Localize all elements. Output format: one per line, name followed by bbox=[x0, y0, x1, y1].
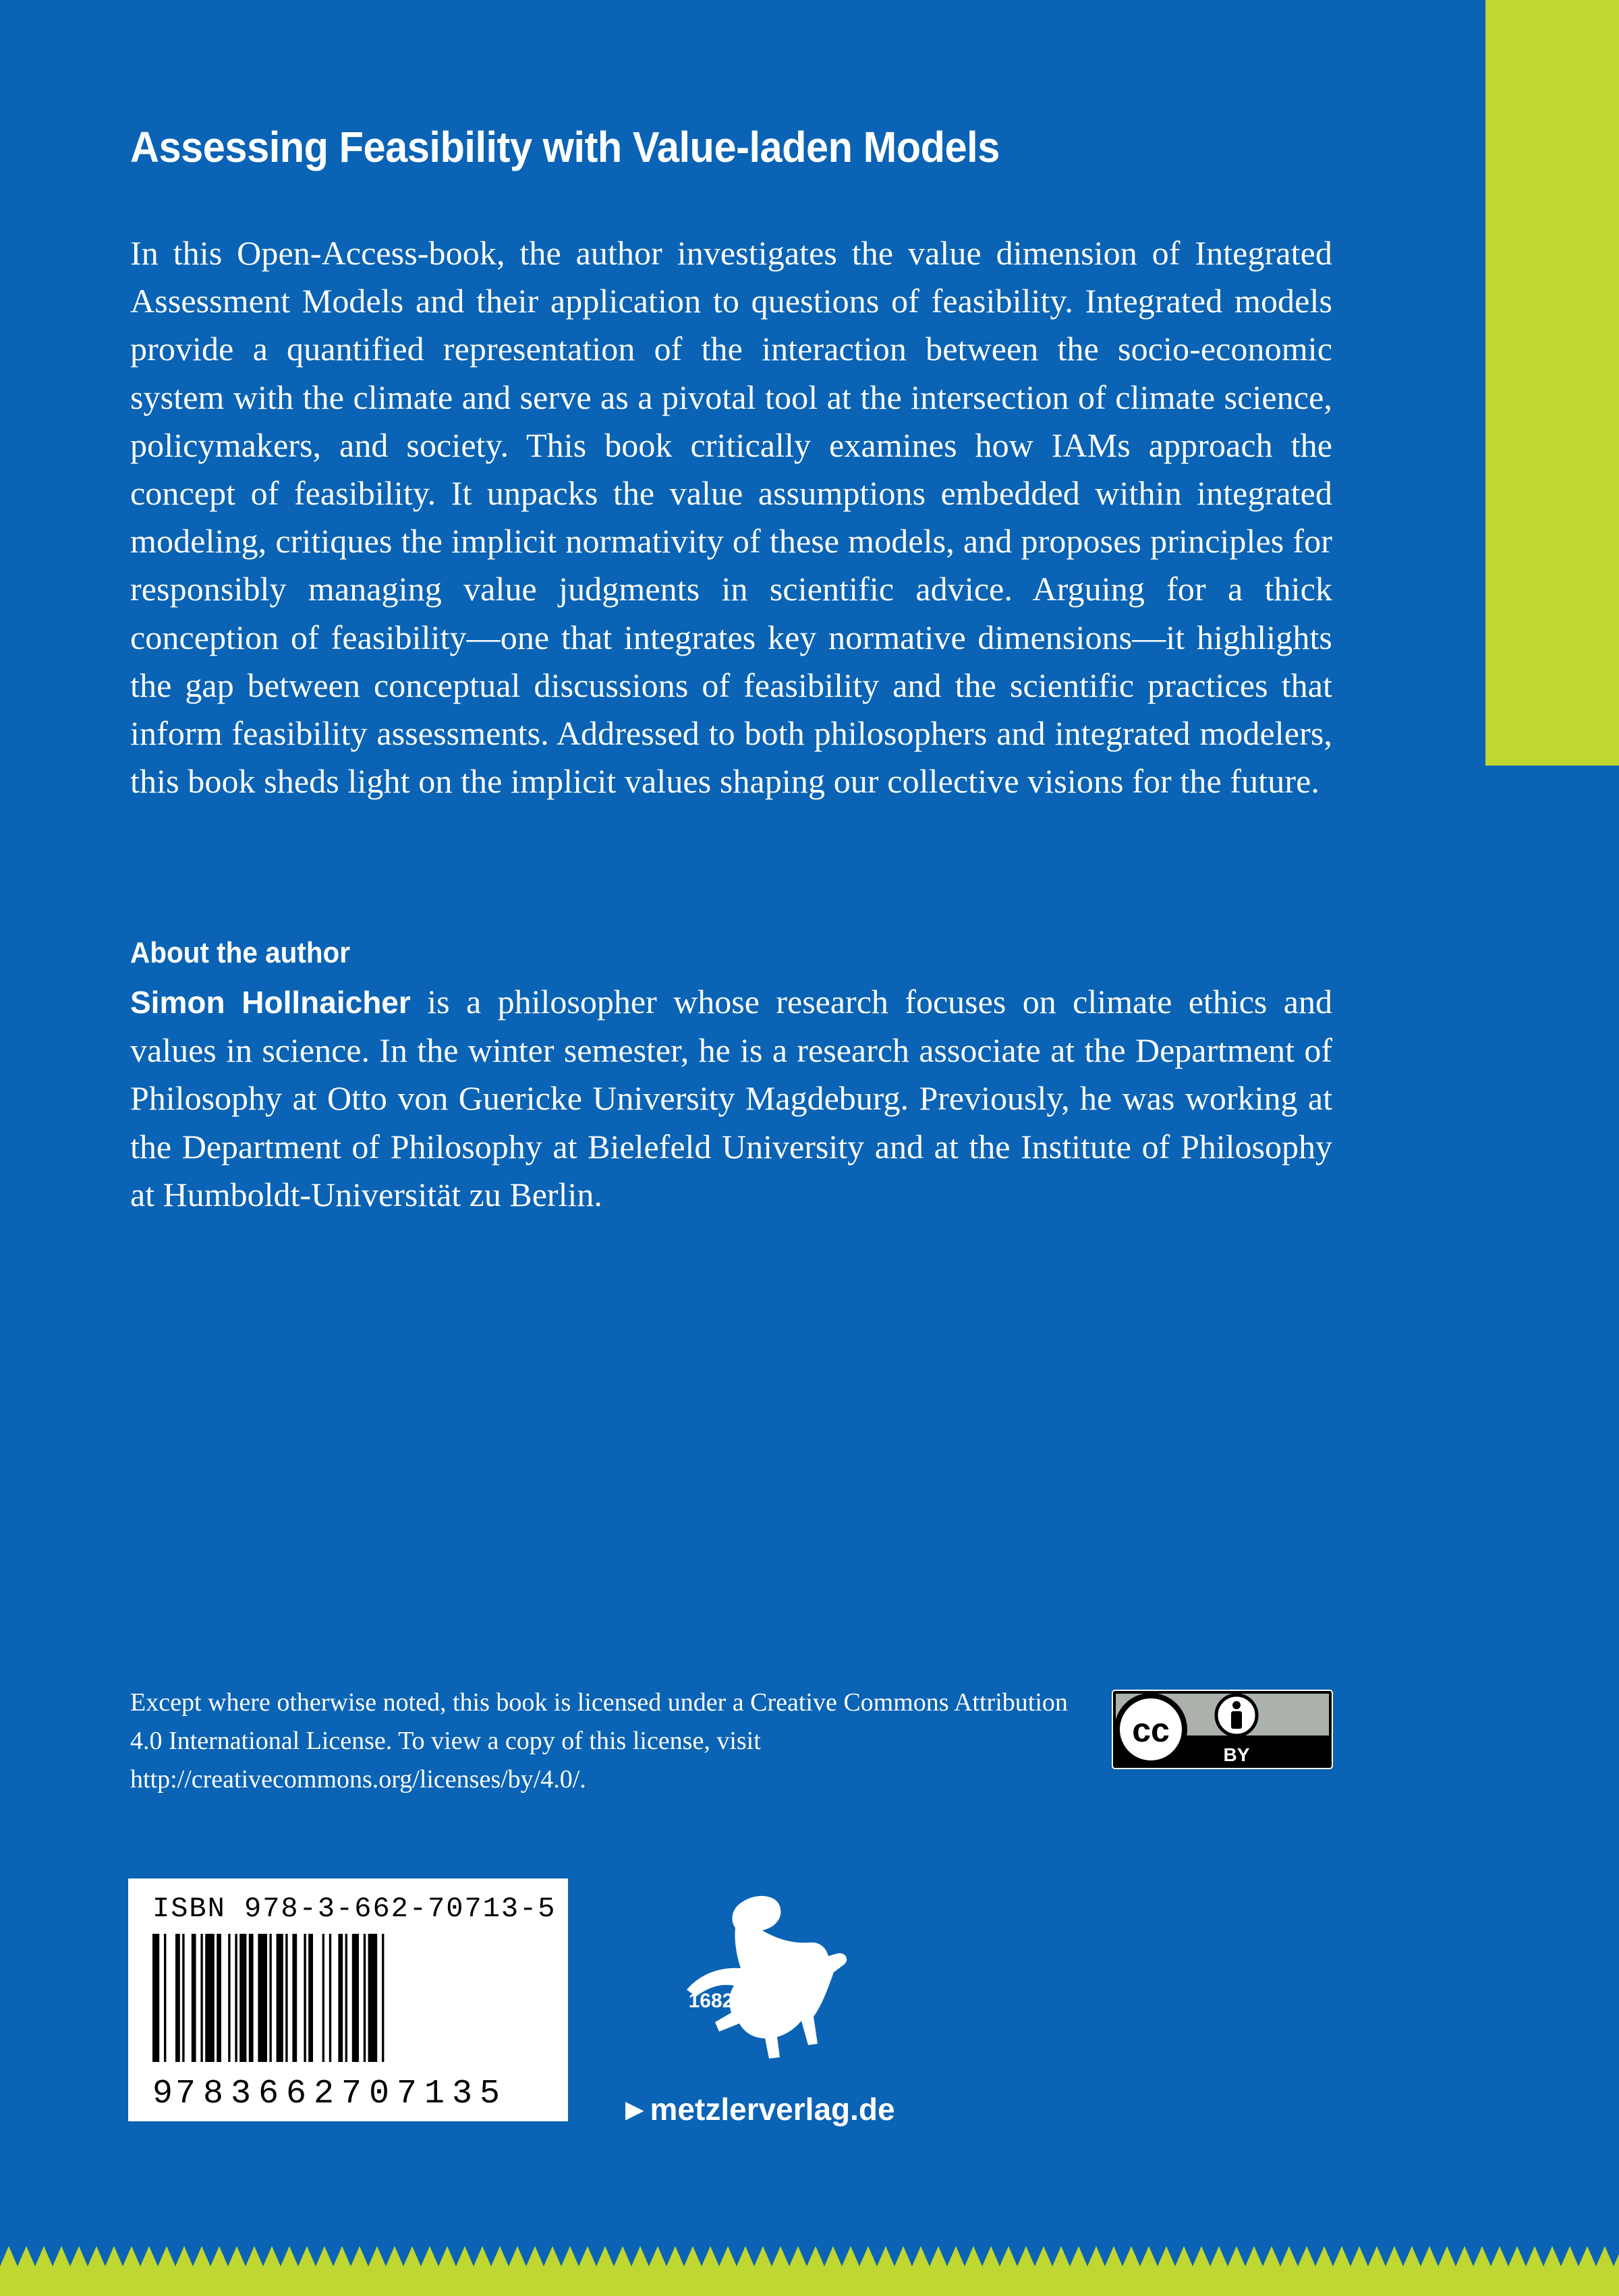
barcode-bar bbox=[368, 1934, 378, 2062]
barcode-bar bbox=[182, 1934, 184, 2062]
barcode-bar bbox=[277, 1934, 283, 2062]
barcode-digit: 7 bbox=[341, 2075, 362, 2109]
barcode-bar bbox=[322, 1934, 324, 2062]
barcode-bar bbox=[382, 1934, 384, 2062]
barcode-digit: 1 bbox=[424, 2075, 445, 2109]
barcode-bar bbox=[292, 1934, 297, 2062]
book-title: Assessing Feasibility with Value-laden Models bbox=[130, 123, 1000, 171]
barcode-digit: 8 bbox=[203, 2075, 224, 2109]
logo-year: 1682 bbox=[688, 1990, 734, 2012]
barcode-bar bbox=[308, 1934, 313, 2062]
barcode-bar bbox=[364, 1934, 366, 2062]
barcode-digit: 6 bbox=[258, 2075, 279, 2109]
barcode-bar bbox=[329, 1934, 331, 2062]
barcode-digit: 6 bbox=[286, 2075, 307, 2109]
sawtooth-border bbox=[0, 2229, 1619, 2296]
author-name: Simon Hollnaicher bbox=[130, 985, 411, 1020]
creative-commons-by-icon bbox=[1112, 1690, 1333, 1769]
publisher-url: ►metzlerverlag.de bbox=[619, 2092, 895, 2127]
barcode-bar bbox=[164, 1934, 166, 2062]
barcode-bar bbox=[239, 1934, 246, 2062]
barcode-bar bbox=[205, 1934, 215, 2062]
barcode-bar bbox=[304, 1934, 306, 2062]
horse-logo-icon bbox=[661, 1889, 857, 2064]
barcode-bar bbox=[217, 1934, 221, 2062]
barcode-bar bbox=[249, 1934, 254, 2062]
about-author-heading: About the author bbox=[130, 936, 351, 969]
barcode-bar bbox=[228, 1934, 230, 2062]
barcode-digit: 3 bbox=[231, 2075, 252, 2109]
barcode-bar bbox=[352, 1934, 359, 2062]
about-author-text bbox=[130, 978, 1332, 1219]
barcode-bar bbox=[152, 1934, 159, 2062]
by-badge-label: BY bbox=[1223, 1744, 1250, 1765]
barcode-bar bbox=[269, 1934, 271, 2062]
barcode-digit: 7 bbox=[175, 2075, 196, 2109]
isbn-label: ISBN 978-3-662-70713-5 bbox=[152, 1893, 557, 1925]
barcode-bar bbox=[200, 1934, 202, 2062]
accent-strip bbox=[1485, 0, 1619, 766]
barcode-bars bbox=[152, 1934, 517, 2109]
barcode-digit: 0 bbox=[369, 2075, 390, 2109]
barcode-bar bbox=[175, 1934, 180, 2062]
barcode-bar bbox=[192, 1934, 196, 2062]
barcode-digit: 3 bbox=[452, 2075, 473, 2109]
barcode-bar bbox=[285, 1934, 287, 2062]
barcode bbox=[128, 1878, 568, 2121]
barcode-bar bbox=[345, 1934, 347, 2062]
barcode-digit: 7 bbox=[397, 2075, 418, 2109]
cc-badge-label: cc bbox=[1132, 1711, 1170, 1749]
book-blurb: In this Open-Access-book, the author investigates the value dimension of Integrated Assessment Models and their application to questions of feasibility. Integrated models provide a quantified representation of the interaction between the socio-economic system with the climate and serve as a pivotal tool at the intersection of climate science, policymakers, and society. This book critically examines how IAMs approach the concept of feasibility. It unpacks the value assumptions embedded within integrated modeling, critiques the implicit normativity of these models, and proposes principles for responsibly managing value judgments in scientific advice. Arguing for a thick conception of feasibility—one that integrates key normative dimensions—it highlights the gap between conceptual discussions of feasibility and the scientific practices that inform feasibility assessments. Addressed to both philosophers and integrated modelers, this book sheds light on the implicit values shaping our collective visions for the future. bbox=[130, 234, 1332, 801]
barcode-digit: 5 bbox=[480, 2075, 501, 2109]
barcode-bar bbox=[258, 1934, 267, 2062]
barcode-digit: 9 bbox=[152, 2075, 173, 2109]
barcode-bar bbox=[338, 1934, 343, 2062]
license-text: Except where otherwise noted, this book is licensed under a Creative Commons Attribution 4.0 International License. To view a copy of this license, visit http://creativecommons.org/licenses/by/4.0/. bbox=[130, 1688, 1068, 1793]
author-bio: is a philosopher whose research focuses on climate ethics and values in science. In the winter semester, he is a research associate at the Department of Philosophy at Otto von Guericke University Magdeburg. Previously, he was working at the Department of Philosophy at Bielefeld University and at the Institute of Philosophy at Humboldt-Universität zu Berlin. bbox=[130, 983, 1332, 1213]
barcode-bar bbox=[235, 1934, 237, 2062]
barcode-digit: 2 bbox=[314, 2075, 335, 2109]
